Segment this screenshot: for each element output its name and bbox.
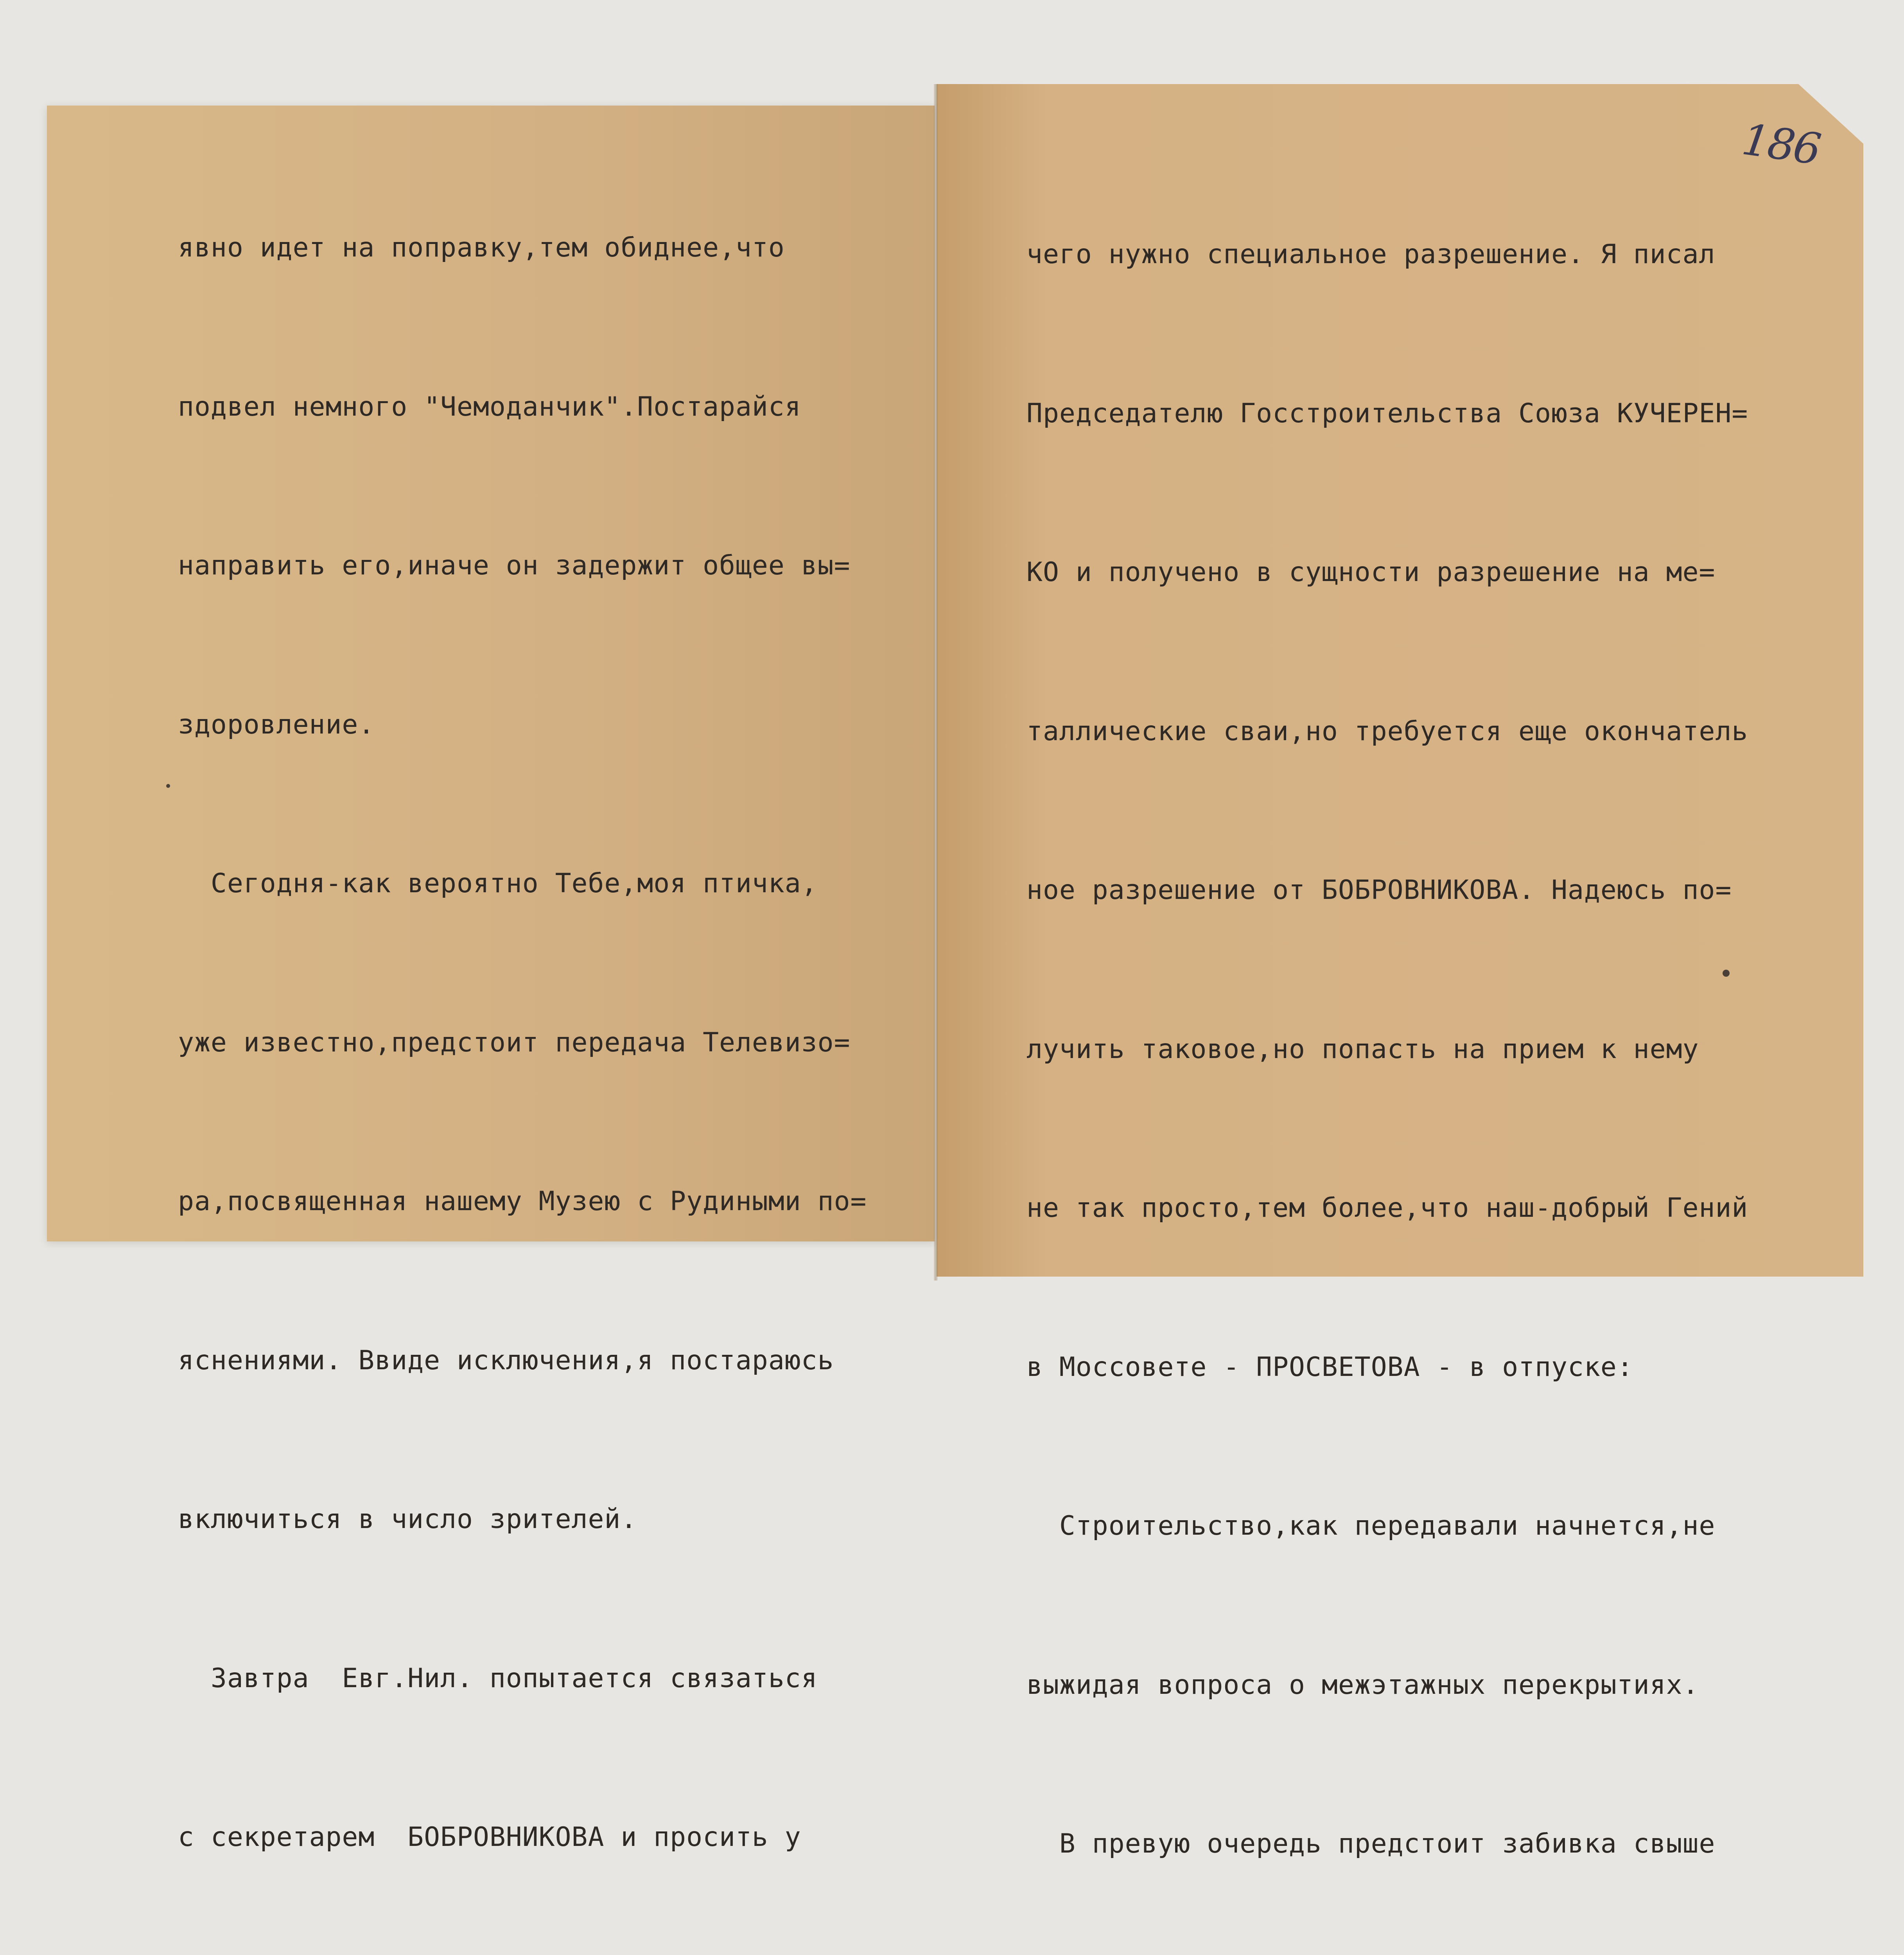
text-line: ра,посвященная нашему Музею с Рудиными по= <box>178 1186 867 1217</box>
folio-number: 186 <box>1739 114 1823 175</box>
left-page-text <box>178 115 867 1955</box>
text-line: Председателю Госстроительства Союза КУЧЕРЕН= <box>1026 398 1748 429</box>
text-line: Завтра Евг.Нил. попытается связаться <box>178 1663 818 1694</box>
text-line: чего нужно специальное разрешение. Я писал <box>1026 239 1716 270</box>
text-line: включиться в число зрителей. <box>178 1504 637 1535</box>
ink-speck <box>1723 970 1730 977</box>
text-line: здоровление. <box>178 709 375 740</box>
text-line: выжидая вопроса о межэтажных перекрытиях. <box>1026 1669 1699 1700</box>
text-line: направить его,иначе он задержит общее вы= <box>178 550 851 581</box>
text-line: лучить таковое,но попасть на прием к нему <box>1026 1033 1699 1065</box>
text-line: с секретарем БОБРОВНИКОВА и просить у <box>178 1822 801 1853</box>
text-line: в Моссовете - ПРОСВЕТОВА - в отпуске: <box>1026 1351 1633 1383</box>
text-line: КО и получено в сущности разрешение на ме= <box>1026 557 1716 588</box>
text-line: ное разрешение от БОБРОВНИКОВА. Надеюсь по= <box>1026 875 1732 906</box>
center-fold <box>934 84 938 1281</box>
text-line: не так просто,тем более,что наш-добрый Гений <box>1026 1193 1748 1223</box>
text-line: таллические сваи,но требуется еще окончатель <box>1026 716 1748 747</box>
right-page-text <box>1026 122 1748 1955</box>
text-line: уже известно,предстоит передача Телевизо= <box>178 1027 851 1058</box>
text-line: явно идет на поправку,тем обиднее,что <box>178 232 785 263</box>
text-line: В превую очередь предстоит забивка свыше <box>1026 1828 1716 1859</box>
text-line: подвел немного "Чемоданчик".Постарайся <box>178 391 801 422</box>
ink-speck <box>166 784 170 788</box>
text-line: яснениями. Ввиде исключения,я постараюсь <box>178 1345 834 1376</box>
text-line: Строительство,как передавали начнется,не <box>1026 1510 1716 1541</box>
text-line: Сегодня-как вероятно Тебе,моя птичка, <box>178 868 818 899</box>
